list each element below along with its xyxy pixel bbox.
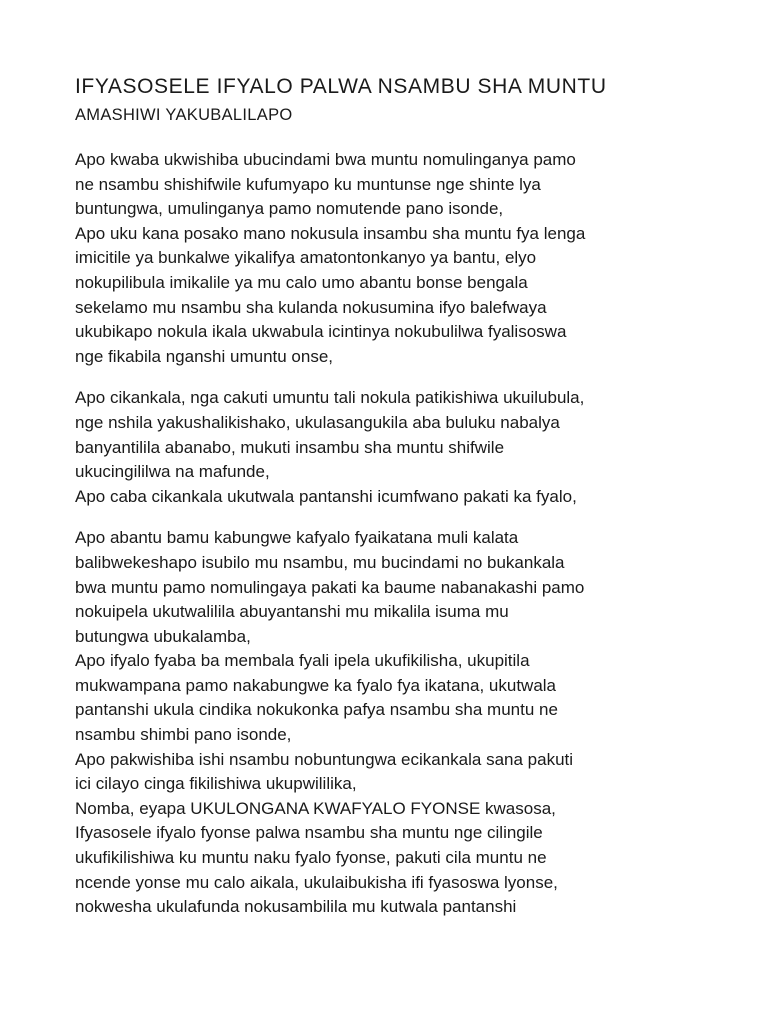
- paragraph: [75, 526, 725, 920]
- text-line: Apo uku kana posako mano nokusula insambu sha muntu fya lenga: [75, 223, 586, 243]
- text-line: nge nshila yakushalikishako, ukulasangukila aba buluku nabalya: [75, 412, 560, 432]
- text-line: ukucingililwa na mafunde,: [75, 462, 270, 482]
- paragraph: [75, 386, 725, 509]
- text-line: ne nsambu shishifwile kufumyapo ku muntunse nge shinte lya: [75, 174, 541, 194]
- text-line: Ifyasosele ifyalo fyonse palwa nsambu sha muntu nge cilingile: [75, 823, 543, 843]
- text-line: banyantilila abanabo, mukuti insambu sha muntu shifwile: [75, 437, 505, 457]
- text-line: Apo pakwishiba ishi nsambu nobuntungwa ecikankala sana pakuti: [75, 749, 574, 769]
- text-line: ukubikapo nokula ikala ukwabula icintinya nokubulilwa fyalisoswa: [75, 322, 567, 342]
- text-line: bwa muntu pamo nomulingaya pakati ka baume nabanakashi pamo: [75, 577, 585, 597]
- text-line: ukufikilishiwa ku muntu naku fyalo fyonse, pakuti cila muntu ne: [75, 848, 547, 868]
- document-title: IFYASOSELE IFYALO PALWA NSAMBU SHA MUNTU: [75, 75, 607, 98]
- text-line: ici cilayo cinga fikilishiwa ukupwililika,: [75, 774, 357, 794]
- text-line: Apo cikankala, nga cakuti umuntu tali nokula patikishiwa ukuilubula,: [75, 388, 585, 408]
- text-line: imicitile ya bunkalwe yikalifya amatontonkanyo ya bantu, elyo: [75, 248, 537, 268]
- text-line: ncende yonse mu calo aikala, ukulaibukisha ifi fyasoswa lyonse,: [75, 872, 558, 892]
- text-line: buntungwa, umulinganya pamo nomutende pano isonde,: [75, 199, 504, 219]
- text-line: nge fikabila nganshi umuntu onse,: [75, 346, 334, 366]
- document-body: [75, 148, 725, 920]
- text-line: nokupilibula imikalile ya mu calo umo abantu bonse bengala: [75, 272, 528, 292]
- document-subtitle: AMASHIWI YAKUBALILAPO: [75, 106, 293, 124]
- text-line: pantanshi ukula cindika nokukonka pafya nsambu sha muntu ne: [75, 700, 558, 720]
- text-line: Apo abantu bamu kabungwe kafyalo fyaikatana muli kalata: [75, 528, 519, 548]
- text-line: nsambu shimbi pano isonde,: [75, 725, 292, 745]
- document-page: [75, 72, 725, 937]
- text-line: balibwekeshapo isubilo mu nsambu, mu bucindami no bukankala: [75, 552, 565, 572]
- text-line: nokwesha ukulafunda nokusambilila mu kutwala pantanshi: [75, 897, 517, 917]
- text-line: sekelamo mu nsambu sha kulanda nokusumina ifyo balefwaya: [75, 297, 547, 317]
- text-line: Nomba, eyapa UKULONGANA KWAFYALO FYONSE kwasosa,: [75, 798, 556, 818]
- text-line: Apo kwaba ukwishiba ubucindami bwa muntu nomulinganya pamo: [75, 150, 576, 169]
- text-line: mukwampana pamo nakabungwe ka fyalo fya ikatana, ukutwala: [75, 675, 557, 695]
- paragraph: [75, 148, 725, 369]
- text-line: nokuipela ukutwalilila abuyantanshi mu mikalila isuma mu: [75, 602, 509, 622]
- text-line: butungwa ubukalamba,: [75, 626, 251, 646]
- text-line: Apo ifyalo fyaba ba membala fyali ipela ukufikilisha, ukupitila: [75, 651, 530, 671]
- text-line: Apo caba cikankala ukutwala pantanshi icumfwano pakati ka fyalo,: [75, 486, 577, 506]
